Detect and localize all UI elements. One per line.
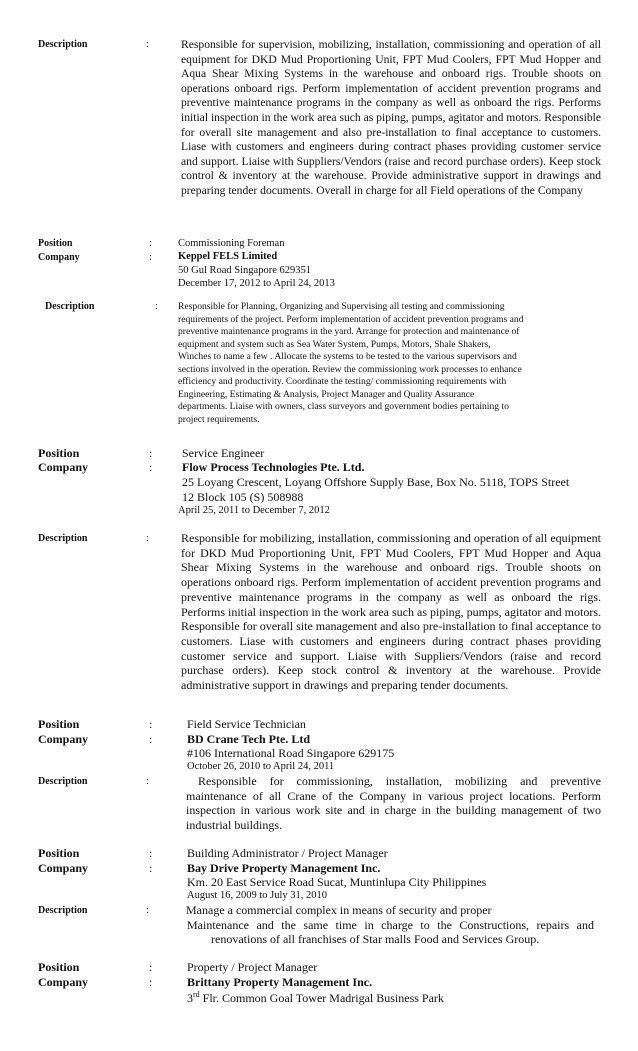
- company-name: Keppel FELS Limited: [178, 251, 278, 262]
- employment-dates: October 26, 2010 to April 24, 2011: [187, 761, 335, 772]
- employment-dates: April 25, 2011 to December 7, 2012: [178, 505, 330, 516]
- company-address: Km. 20 East Service Road Sucat, Muntinlupa City Philippines: [187, 875, 487, 889]
- description-line: preventive maintenance programs in the yard. Arrange for protection and maintenance of: [178, 326, 520, 337]
- address-number: 3: [187, 991, 193, 1005]
- position-title: Service Engineer: [182, 446, 265, 460]
- separator-colon: :: [146, 533, 149, 544]
- description-text: Manage a commercial complex in means of security and proper: [186, 903, 492, 917]
- description-line: equipment and system such as Sea Water System, Pumps, Motors, Shale Shakers,: [178, 338, 491, 350]
- address-line: 25 Loyang Crescent, Loyang Offshore Supply Base, Box No. 5118, TOPS Street: [182, 475, 570, 489]
- separator-colon: :: [149, 960, 153, 974]
- position-title: Building Administrator / Project Manager: [187, 846, 388, 860]
- description-line: requirements of the project. Perform implementation of accident prevention programs and: [178, 313, 524, 325]
- address-ordinal-suffix: rd: [193, 990, 200, 999]
- separator-colon: :: [146, 905, 149, 916]
- separator-colon: :: [149, 446, 153, 460]
- separator-colon: :: [149, 975, 153, 989]
- description-text: Responsible for commissioning, installation, mobilizing and preventive maintenance of all Crane of the Company in various project locations. Perform inspection in various work site and in charge in the building management of two industrial buildings.: [186, 774, 601, 833]
- description-line: Winches to name a few . Allocate the systems to be tested to the various supervisors and: [178, 351, 517, 362]
- separator-colon: :: [149, 252, 152, 263]
- description-line: departments. Liaise with owners, class surveyors and government bodies pertaining to: [178, 401, 509, 412]
- description-text: Maintenance and the same time in charge to the Constructions, repairs and: [187, 918, 594, 932]
- description-label: Description: [38, 39, 88, 50]
- description-line: efficiency and productivity. Coordinate the testing/ commissioning requirements with: [178, 376, 507, 387]
- description-line: sections involved in the operation. Review the commissioning work processes to enhance: [178, 363, 522, 375]
- company-address: #106 International Road Singapore 629175: [187, 746, 395, 760]
- position-title: Field Service Technician: [187, 717, 306, 731]
- description-label: Description: [45, 301, 95, 312]
- address-line: 12 Block 105 (S) 508988: [182, 489, 304, 504]
- description-line: project requirements.: [178, 413, 260, 425]
- separator-colon: :: [146, 39, 149, 50]
- description-text: Responsible for mobilizing, installation, commissioning and operation of all equipment for DKD Mud Proportioning Unit, FPT Mud Coolers, FPT Mud Hopper and Aqua Shear Mixing Systems in the warehouse and onboard rigs. Trouble shoots on operations onboard rigs. Perform implementation of accident prevention programs and preventive maintenance programs in the company as well as onboard the rigs. Performs initial inspection in the work area such as piping, pumps, agitator and motors. Responsible for overall site management and also pre-installation to final acceptance to customers. Liase with customers and engineers during contract phases providing customer service and support. Liaise with Suppliers/Vendors (raise and record purchase orders). Keep stock control & inventory at the warehouse. Provide administrative support in drawings and preparing tender documents.: [181, 531, 601, 693]
- company-address: 50 Gul Road Singapore 629351: [178, 265, 311, 276]
- position-label: Position: [38, 238, 73, 249]
- employment-dates: August 16, 2009 to July 31, 2010: [187, 890, 328, 901]
- description-label: Description: [38, 905, 88, 916]
- separator-colon: :: [155, 301, 158, 312]
- address-text: Flr. Common Goal Tower Madrigal Business Park: [199, 991, 444, 1005]
- company-name: Flow Process Technologies Pte. Ltd.: [182, 460, 365, 474]
- position-label: Position: [38, 717, 80, 731]
- separator-colon: :: [149, 861, 153, 875]
- description-label: Description: [38, 776, 88, 787]
- description-text: [178, 301, 598, 426]
- employment-dates: December 17, 2012 to April 24, 2013: [178, 278, 335, 289]
- company-label: Company: [38, 975, 89, 989]
- description-line: Responsible for Planning, Organizing and Supervising all testing and commissioning: [178, 301, 505, 312]
- description-line: Engineering, Estimating & Analysis, Project Manager and Quality Assurance: [178, 388, 475, 400]
- description-text: renovations of all franchises of Star malls Food and Services Group.: [211, 932, 540, 946]
- company-label: Company: [38, 460, 89, 474]
- position-title: Property / Project Manager: [187, 960, 318, 974]
- company-name: Brittany Property Management Inc.: [187, 975, 373, 989]
- separator-colon: :: [149, 238, 152, 249]
- position-label: Position: [38, 446, 80, 460]
- position-label: Position: [38, 960, 80, 974]
- description-label: Description: [38, 533, 88, 544]
- company-address: [182, 475, 602, 504]
- position-title: Commissioning Foreman: [178, 238, 285, 249]
- company-label: Company: [38, 732, 89, 746]
- separator-colon: :: [149, 717, 153, 731]
- company-name: Bay Drive Property Management Inc.: [187, 861, 381, 875]
- description-text: Responsible for supervision, mobilizing, installation, commissioning and operation of all equipment for DKD Mud Proportioning Unit, FPT Mud Coolers, FPT Mud Hopper and Aqua Shear Mixing Systems in the warehouse and onboard rigs. Trouble shoots on operations onboard rigs. Perform implementation of accident prevention programs and preventive maintenance programs in the company as well as onboard the rigs. Performs initial inspection in the work area such as piping, pumps, agitator and motors. Responsible for overall site management and also pre-installation to final acceptance to customers. Liase with customers and engineers during contract phases providing customer service and support. Liaise with Suppliers/Vendors (raise and record purchase orders). Keep stock control & inventory at the warehouse. Provide administrative support in drawings and preparing tender documents. Overall in charge for all Field operations of the Company: [181, 38, 601, 197]
- separator-colon: :: [146, 776, 149, 787]
- separator-colon: :: [149, 846, 153, 860]
- separator-colon: :: [149, 732, 153, 746]
- position-label: Position: [38, 846, 80, 860]
- company-label: Company: [38, 861, 89, 875]
- company-label: Company: [38, 252, 80, 263]
- company-name: BD Crane Tech Pte. Ltd: [187, 732, 310, 746]
- separator-colon: :: [149, 460, 153, 474]
- company-address: [187, 990, 444, 1006]
